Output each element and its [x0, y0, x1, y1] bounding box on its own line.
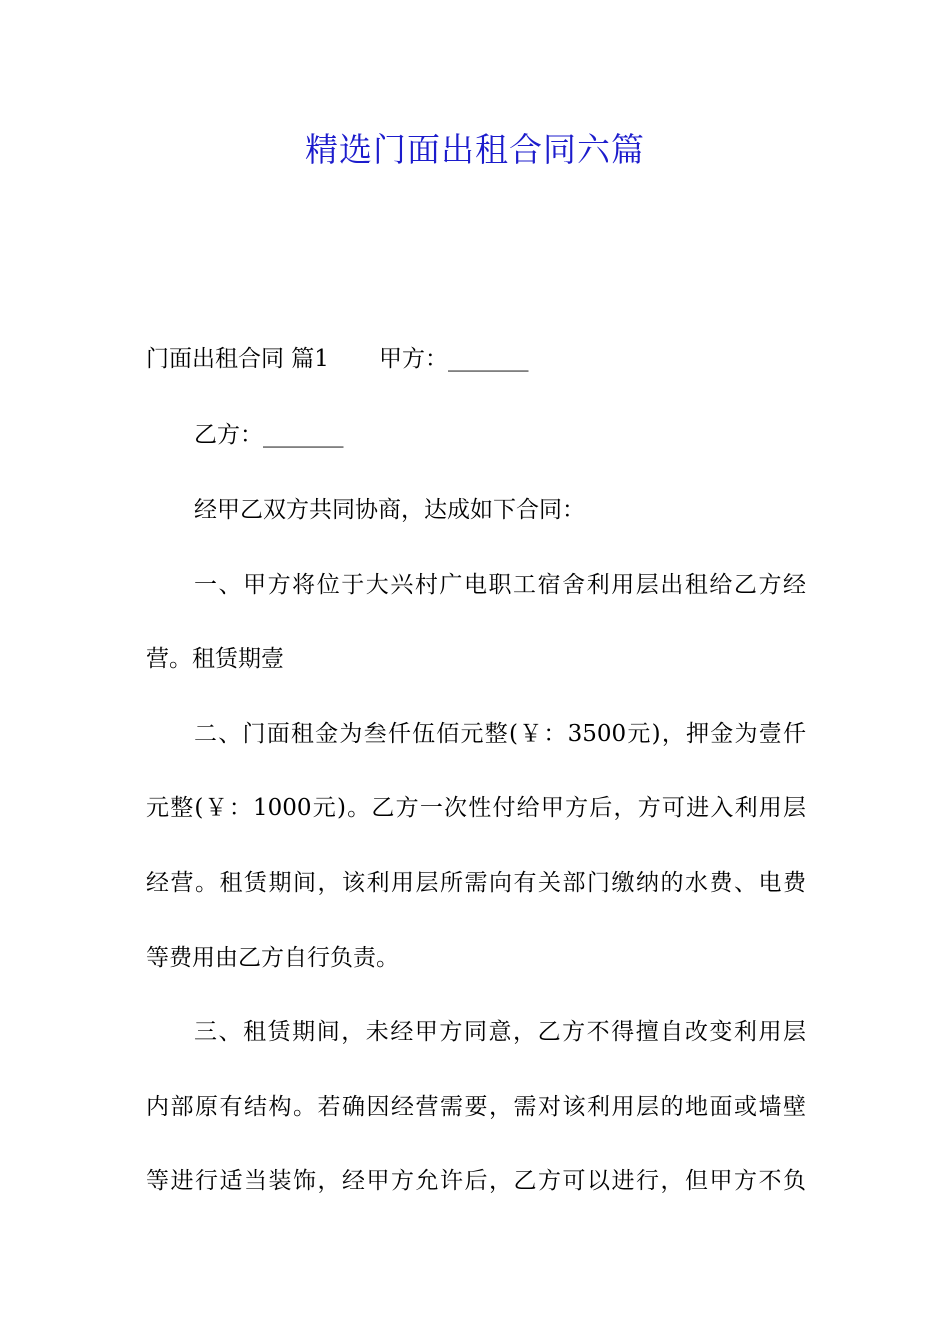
heading-line — [146, 341, 806, 377]
body-line: 营。租赁期壹 — [146, 646, 284, 672]
body-line: 经营。租赁期间，该利用层所需向有关部门缴纳的水费、电费 — [146, 870, 806, 896]
body-line: 二、门面租金为叁仟伍佰元整(￥：3500元)，押金为壹仟 — [194, 721, 806, 747]
body-line: 三、租赁期间，未经甲方同意，乙方不得擅自改变利用层 — [194, 1019, 806, 1045]
party-b-field: 乙方：_______ — [194, 422, 344, 448]
body-line: 一、甲方将位于大兴村广电职工宿舍利用层出租给乙方经 — [194, 572, 806, 598]
body-line: 等进行适当装饰，经甲方允许后，乙方可以进行，但甲方不负 — [146, 1168, 806, 1194]
body-line: 元整(￥：1000元)。乙方一次性付给甲方后，方可进入利用层 — [146, 795, 806, 821]
body-line: 经甲乙双方共同协商，达成如下合同： — [194, 497, 585, 523]
body-line: 等费用由乙方自行负责。 — [146, 945, 399, 971]
section-label: 门面出租合同 篇1 — [146, 346, 329, 372]
party-a-field: 甲方：_______ — [378, 346, 529, 372]
document-title: 精选门面出租合同六篇 — [305, 130, 645, 169]
body-line: 内部原有结构。若确因经营需要，需对该利用层的地面或墙壁 — [146, 1094, 806, 1120]
